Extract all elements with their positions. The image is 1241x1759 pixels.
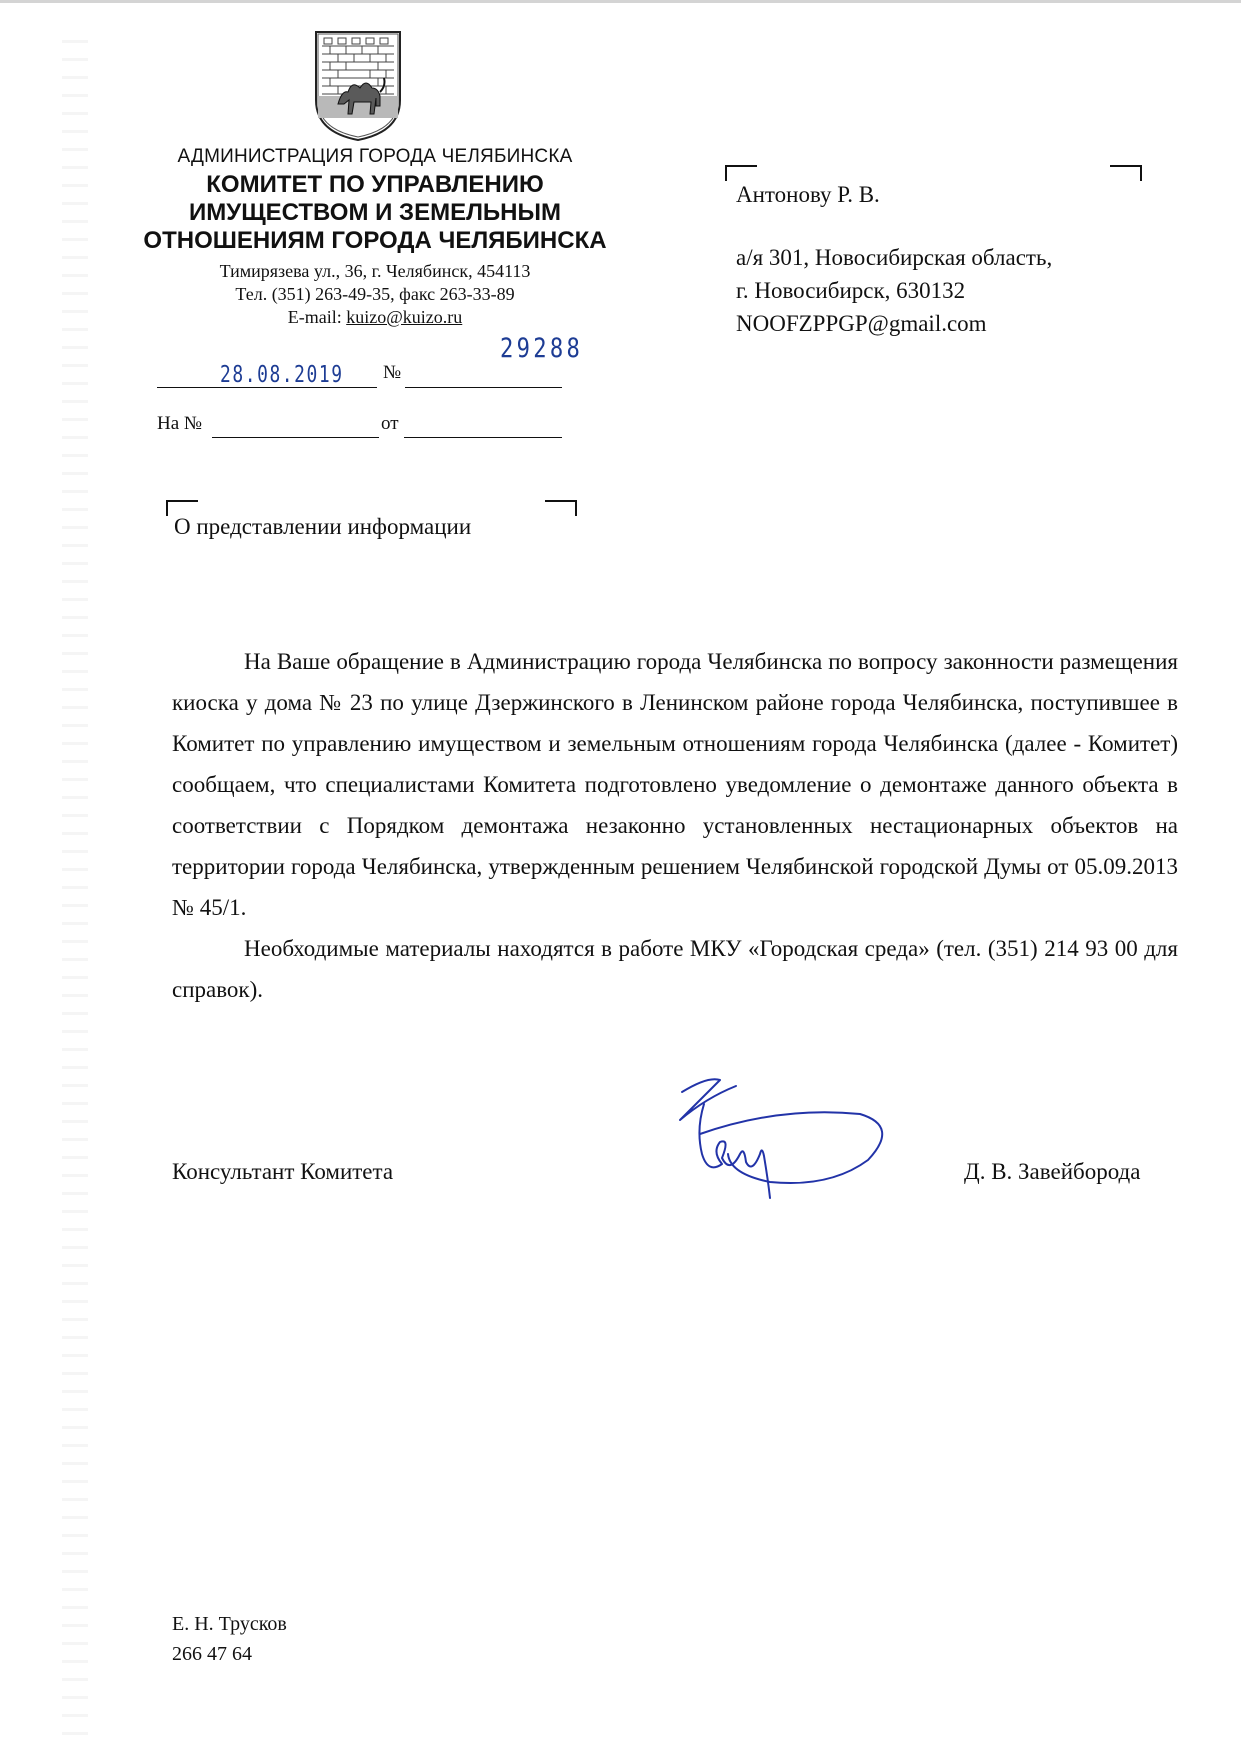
signatory-title: Консультант Комитета [172,1159,394,1184]
scan-top-edge [0,0,1241,3]
from-label: от [381,413,399,434]
executor-name: Е. Н. Трусков [172,1613,287,1635]
body-paragraph: На Ваше обращение в Администрацию города Челябинска по вопросу законности размещения киоска у дома № 23 по улице Дзержинского в Ленинском районе города Челябинска, поступившее в Комитет по управлению имуществом и земельным отношениям города Челябинска (далее - Комитет) сообщаем, что специалистами Комитета подготовлено уведомление о демонтаже данного объекта в соответствии с Порядком демонтажа незаконно установленных нестационарных объектов на территории города Челябинска, утвержденным решением Челябинской городской Думы от 05.09.2013 № 45/1. [172,649,1178,920]
sender-phone: Тел. (351) 263-49-35, факс 263-33-89 [235,284,515,304]
administration-name: АДМИНИСТРАЦИЯ ГОРОДА ЧЕЛЯБИНСКА [177,146,573,167]
subject-line: О представлении информации [174,514,472,539]
chelyabinsk-coat-of-arms-icon [314,30,402,142]
from-underline [404,437,562,438]
number-stamp: 29288 [500,333,584,364]
recipient-corner-right [1110,165,1142,181]
scan-left-margin-noise [62,40,88,1740]
email-label: E-mail: [287,307,347,327]
executor-phone: 266 47 64 [172,1643,252,1665]
committee-name-line: ОТНОШЕНИЯМ ГОРОДА ЧЕЛЯБИНСКА [143,227,607,254]
committee-name-line: КОМИТЕТ ПО УПРАВЛЕНИЮ [206,171,544,198]
body-paragraph: Необходимые материалы находятся в работе МКУ «Городская среда» (тел. (351) 214 93 00 для справок). [172,936,1178,1002]
number-underline [405,387,562,388]
recipient-email: NOOFZPPGP@gmail.com [736,311,987,336]
sender-address: Тимирязева ул., 36, г. Челябинск, 454113 [219,261,531,281]
recipient-block [736,178,1052,340]
email-link[interactable]: kuizo@kuizo.ru [346,307,463,327]
letter-body [172,641,1178,1010]
sender-email-line [110,306,640,329]
signatory-name: Д. В. Завейборода [964,1159,1141,1184]
number-label: № [383,362,402,383]
committee-name-line: ИМУЩЕСТВОМ И ЗЕМЕЛЬНЫМ [189,199,561,226]
subject-corner-right [545,500,577,516]
handwritten-signature [660,1070,890,1210]
recipient-address-line: г. Новосибирск, 630132 [736,278,966,303]
letterhead [110,146,640,329]
recipient-name: Антонову Р. В. [736,182,880,207]
executor-block [172,1609,287,1669]
date-stamp: 28.08.2019 [220,362,344,388]
recipient-address-line: а/я 301, Новосибирская область, [736,245,1053,270]
reference-underline [212,437,379,438]
reference-label: На № [157,413,203,434]
